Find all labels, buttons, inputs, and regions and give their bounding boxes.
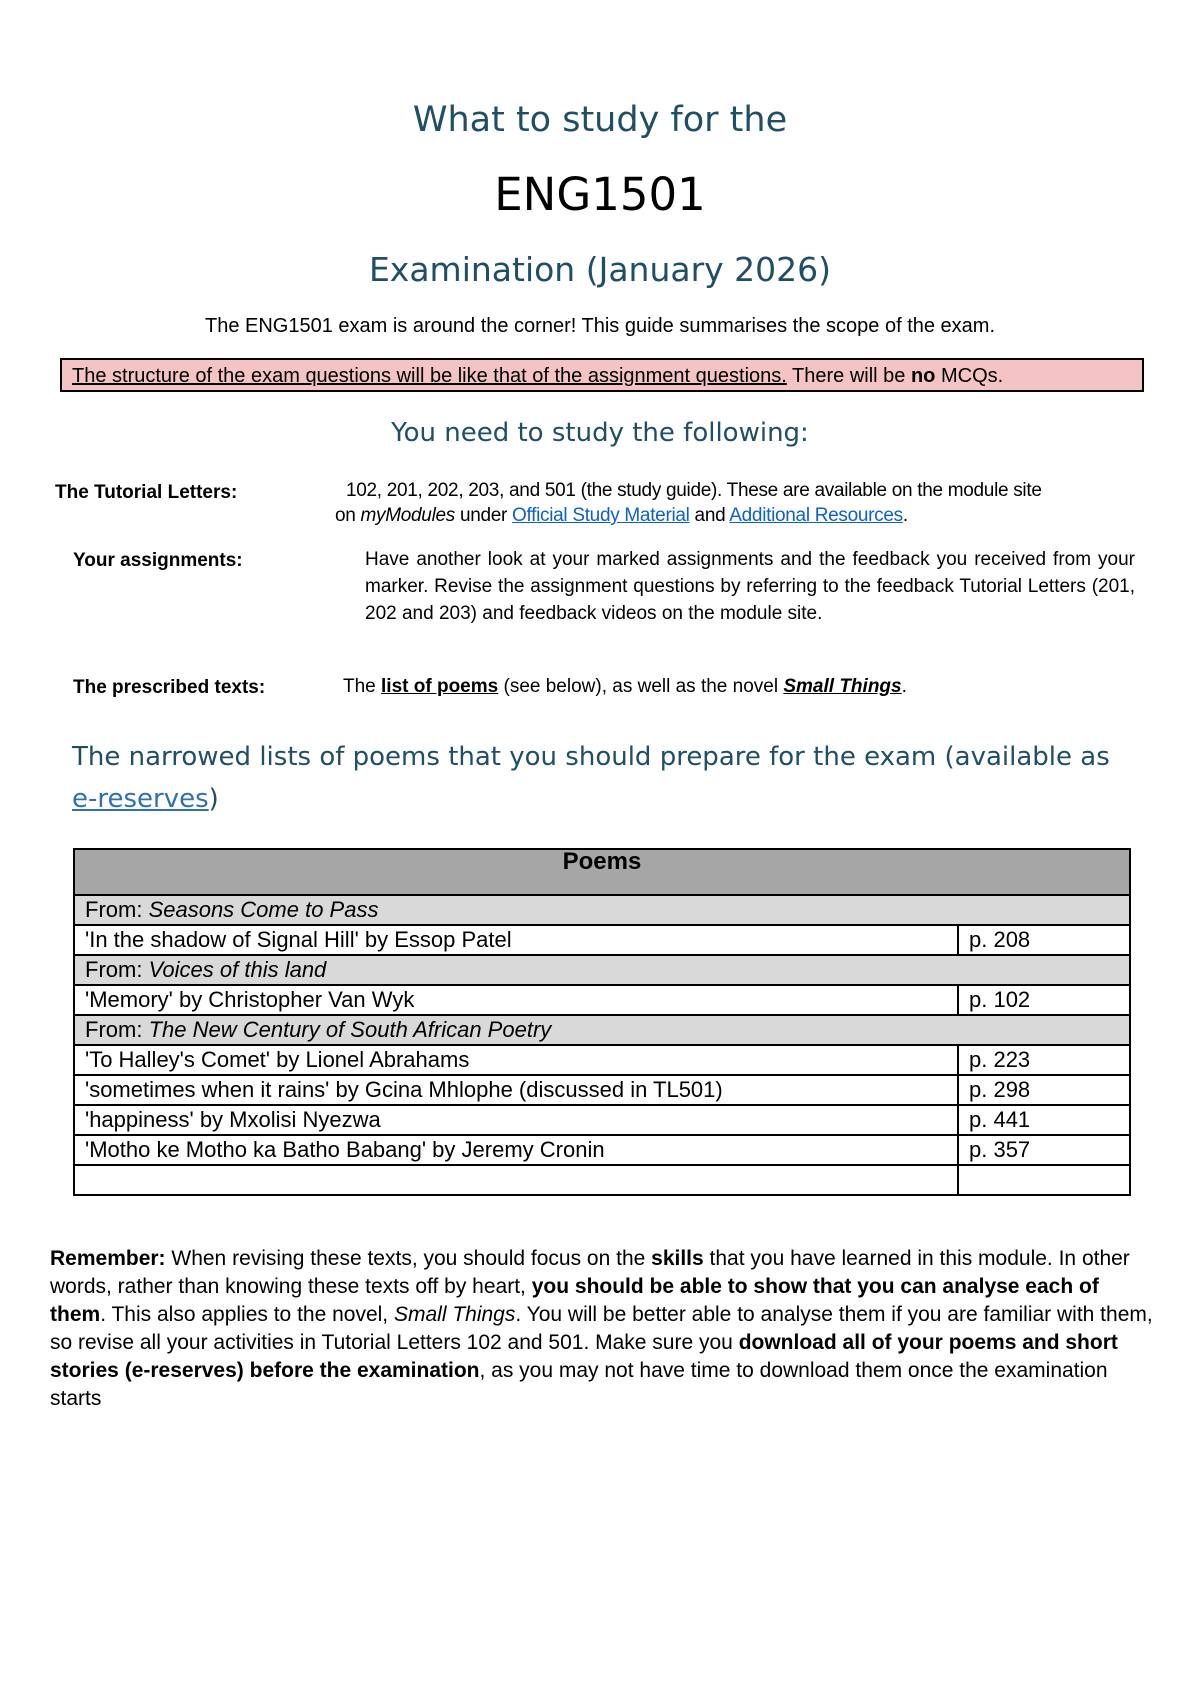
remember-bold-analyse: you should be able to show that you can analyse each of them — [50, 1275, 1099, 1326]
novel-title: Small Things — [783, 676, 902, 697]
poem-title-cell: 'Memory' by Christopher Van Wyk — [74, 985, 958, 1015]
tutorial-letters-text-b — [335, 502, 908, 529]
additional-resources-link[interactable]: Additional Resources — [729, 505, 903, 526]
prescribed-texts-value — [343, 673, 907, 700]
poem-page-cell: p. 223 — [958, 1045, 1130, 1075]
pt-text: The — [343, 676, 382, 697]
source-title: Voices of this land — [148, 957, 327, 982]
poem-page-cell: p. 208 — [958, 925, 1130, 955]
source-cell — [74, 1015, 1130, 1045]
poem-page-cell: p. 102 — [958, 985, 1130, 1015]
remember-text: . You will be better able to analyse them if you are familiar with them, so revise all your activities in Tutorial Letters 102 and 501. Make sure you — [50, 1303, 1153, 1354]
remember-text: that you have learned in this module. In other words, rather than knowing these texts off by heart, — [50, 1247, 1130, 1298]
heading-course-code: ENG1501 — [494, 168, 706, 221]
source-prefix: From: — [85, 957, 149, 982]
poems-table-header-row — [74, 849, 1130, 895]
notice-text-end: MCQs. — [935, 365, 1004, 387]
poem-title-cell: 'sometimes when it rains' by Gcina Mhlophe (discussed in TL501) — [74, 1075, 958, 1105]
tl-mymodules: myModules — [360, 505, 455, 526]
prescribed-texts-label: The prescribed texts: — [73, 677, 266, 698]
assignments-label: Your assignments: — [73, 550, 243, 571]
poem-row — [74, 1165, 1130, 1195]
pt-text: . — [901, 676, 907, 697]
poem-title-cell: 'In the shadow of Signal Hill' by Essop Patel — [74, 925, 958, 955]
tl-text: and — [689, 505, 730, 526]
source-row — [74, 955, 1130, 985]
tl-text: on — [335, 505, 361, 526]
source-prefix: From: — [85, 897, 149, 922]
poem-row — [74, 1075, 1130, 1105]
official-study-material-link[interactable]: Official Study Material — [512, 505, 690, 526]
source-prefix: From: — [85, 1017, 149, 1042]
tutorial-letters-label: The Tutorial Letters: — [55, 482, 238, 503]
poem-page-cell: p. 298 — [958, 1075, 1130, 1105]
list-of-poems-ref: list of poems — [381, 676, 499, 697]
pt-text: (see below), as well as the novel — [498, 676, 784, 697]
poem-title-cell — [74, 1165, 958, 1195]
remember-novel: Small Things — [393, 1303, 516, 1326]
poem-row — [74, 1135, 1130, 1165]
heading-examination: Examination (January 2026) — [368, 250, 832, 289]
e-reserves-link[interactable]: e-reserves — [72, 784, 209, 814]
remember-text: When revising these texts, you should focus on the — [165, 1247, 652, 1270]
narrowed-text: The narrowed lists of poems that you should prepare for the exam (available as — [72, 742, 1110, 772]
remember-bold-skills: skills — [651, 1247, 704, 1270]
notice-underlined: The structure of the exam questions will be like that of the assignment questions. — [72, 365, 787, 387]
heading-line-1: What to study for the — [412, 100, 788, 140]
remember-text: . This also applies to the novel, — [100, 1303, 394, 1326]
source-title: The New Century of South African Poetry — [148, 1017, 552, 1042]
poem-row — [74, 925, 1130, 955]
tutorial-letters-text-a: 102, 201, 202, 203, and 501 (the study guide). These are available on the module site — [346, 480, 1042, 501]
narrowed-lists-heading — [72, 736, 1132, 820]
poem-page-cell: p. 441 — [958, 1105, 1130, 1135]
structure-notice-box — [60, 358, 1144, 392]
study-heading: You need to study the following: — [391, 418, 809, 448]
poem-row — [74, 985, 1130, 1015]
source-row — [74, 1015, 1130, 1045]
source-cell — [74, 955, 1130, 985]
poem-page-cell — [958, 1165, 1130, 1195]
intro-text: The ENG1501 exam is around the corner! This guide summarises the scope of the exam. — [204, 315, 996, 337]
poems-table — [73, 848, 1131, 1196]
remember-label: Remember: — [50, 1247, 166, 1270]
remember-bold-download: download all of your poems and short stories (e-reserves) before the examination — [50, 1331, 1118, 1382]
assignments-text: Have another look at your marked assignments and the feedback you received from your marker. Revise the assignment questions by referring to the feedback Tutorial Letters (201, 202 and 203) and feedback videos on the module site. — [365, 549, 1135, 624]
notice-bold: no — [910, 365, 936, 387]
notice-text: There will be — [786, 365, 911, 387]
poem-row — [74, 1045, 1130, 1075]
source-row — [74, 895, 1130, 925]
poem-title-cell: 'happiness' by Mxolisi Nyezwa — [74, 1105, 958, 1135]
tl-text: under — [454, 505, 513, 526]
remember-paragraph — [50, 1245, 1160, 1413]
source-title: Seasons Come to Pass — [148, 897, 379, 922]
narrowed-end: ) — [208, 784, 219, 814]
source-cell — [74, 895, 1130, 925]
poems-table-header: Poems — [74, 849, 1130, 895]
poem-page-cell: p. 357 — [958, 1135, 1130, 1165]
poem-row — [74, 1105, 1130, 1135]
remember-text: , as you may not have time to download them once the examination starts — [50, 1359, 1108, 1410]
poem-title-cell: 'Motho ke Motho ka Batho Babang' by Jeremy Cronin — [74, 1135, 958, 1165]
poem-title-cell: 'To Halley's Comet' by Lionel Abrahams — [74, 1045, 958, 1075]
tl-text: . — [902, 505, 908, 526]
